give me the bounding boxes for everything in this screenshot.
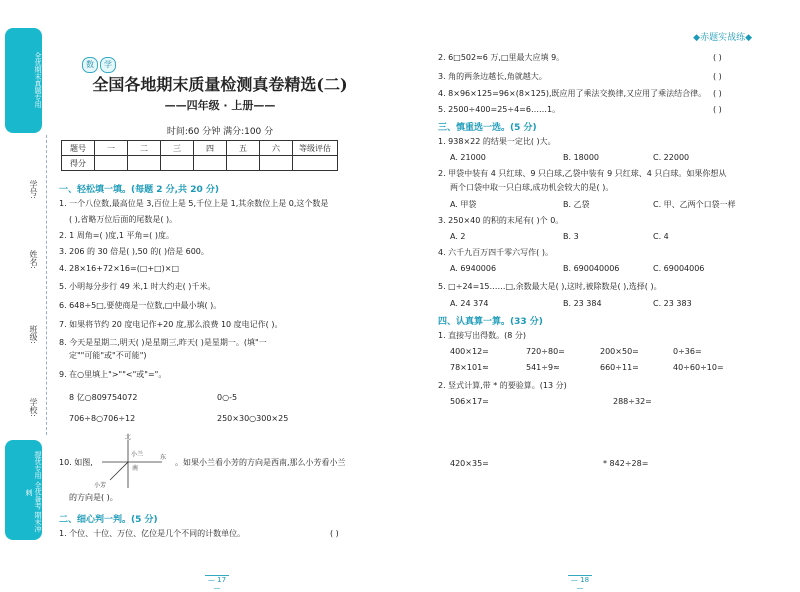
judge-answer[interactable]: ( ) xyxy=(713,72,722,81)
compass-diagram xyxy=(88,432,168,492)
table-header: 二 xyxy=(128,141,161,156)
score-cell[interactable] xyxy=(161,156,194,171)
question: 。如果小兰看小芳的方向是西南,那么小芳看小兰 xyxy=(175,458,346,467)
choice-option[interactable]: C. 69004006 xyxy=(653,264,705,273)
question: 7. 如果将节约 20 度电记作+20 度,那么浪费 10 度电记作( )。 xyxy=(59,320,283,329)
choice-option[interactable]: A. 甲袋 xyxy=(450,200,477,209)
table-header: 一 xyxy=(95,141,128,156)
field-number-label: 学号: xyxy=(29,180,38,199)
vertical-calc-title: 2. 竖式计算,带 * 的要验算。(13 分) xyxy=(438,381,567,390)
vertical-calc-item: 506×17= xyxy=(450,397,489,406)
choice-option[interactable]: C. 23 383 xyxy=(653,299,692,308)
badge-char-1: 数 xyxy=(82,57,98,73)
north-label: 北 xyxy=(125,434,132,441)
sidebar-top-label: 全优期末真题专用 xyxy=(34,52,42,108)
judge-answer[interactable]: ( ) xyxy=(713,89,722,98)
question: 1. 一个八位数,最高位是 3,百位上是 5,千位上是 1,其余数位上是 0,这个数是 xyxy=(59,199,329,208)
choice-option[interactable]: B. 690040006 xyxy=(563,264,620,273)
compare-item: 0○-5 xyxy=(217,393,238,402)
judge-question: 4. 8×96×125=96×(8×125),既应用了乘法交换律,又应用了乘法结合律。 xyxy=(438,89,707,98)
score-cell[interactable] xyxy=(260,156,293,171)
time-info: 时间:60 分钟 满分:100 分 xyxy=(166,127,274,137)
table-header: 等级评估 xyxy=(293,141,338,156)
section-1-title: 一、轻松填一填。(每题 2 分,共 20 分) xyxy=(59,185,219,195)
question: 的方向是( )。 xyxy=(69,493,118,502)
person-lan-label: 小兰 xyxy=(131,451,144,458)
compare-item: 706÷8○706÷12 xyxy=(69,414,136,423)
choice-question: 5. □÷24=15……□,余数最大是( ),这时,被除数是( ),选择( )。 xyxy=(438,282,662,291)
question: 9. 在○里填上">""<"或"="。 xyxy=(59,370,167,379)
vertical-calc-item: 420×35= xyxy=(450,459,489,468)
judge-question: 5. 2500÷400=25÷4=6……1。 xyxy=(438,105,561,114)
calc-item: 78×101≈ xyxy=(450,363,489,372)
calc-item: 660÷11= xyxy=(600,363,639,372)
judge-question: 1. 个位、十位、万位、亿位是几个不同的计数单位。 xyxy=(59,529,246,538)
choice-option[interactable]: A. 24 374 xyxy=(450,299,489,308)
calc-item: 40÷60÷10= xyxy=(673,363,724,372)
page-number: — 18 — xyxy=(568,575,592,586)
page-number: — 17 — xyxy=(205,575,229,586)
right-page xyxy=(438,0,758,592)
calc-title: 1. 直接写出得数。(8 分) xyxy=(438,331,527,340)
choice-question: 3. 250×40 的积的末尾有( )个 0。 xyxy=(438,216,564,225)
score-cell[interactable] xyxy=(95,156,128,171)
field-school-label: 学校: xyxy=(29,398,38,417)
question: 2. 1 周角=( )度,1 平角=( )度。 xyxy=(59,231,174,240)
table-header: 三 xyxy=(161,141,194,156)
judge-answer[interactable]: ( ) xyxy=(713,53,722,62)
choice-question: 4. 六千九百万四千零六写作( )。 xyxy=(438,248,553,257)
choice-option[interactable]: B. 23 384 xyxy=(563,299,602,308)
section-2-title: 二、细心判一判。(5 分) xyxy=(59,515,158,525)
choice-option[interactable]: A. 6940006 xyxy=(450,264,497,273)
compare-item: 250×30○300×25 xyxy=(217,414,289,423)
section-3-title: 三、慎重选一选。(5 分) xyxy=(438,123,537,133)
sidebar-top xyxy=(5,28,42,133)
score-cell[interactable] xyxy=(293,156,338,171)
choice-option[interactable]: C. 4 xyxy=(653,232,669,241)
judge-answer[interactable]: ( ) xyxy=(330,529,339,538)
score-table xyxy=(61,140,338,171)
choice-question: 两个口袋中取一只白球,成功机会较大的是( )。 xyxy=(450,183,614,192)
binding-line xyxy=(46,135,47,435)
calc-item: 720÷80= xyxy=(526,347,565,356)
person-fang-label: 小芳 xyxy=(94,482,107,489)
choice-question: 1. 938×22 的结果一定比( )大。 xyxy=(438,137,556,146)
series-tag: ◆赤题实战练◆ xyxy=(693,33,752,43)
table-row-label: 得分 xyxy=(62,156,95,171)
judge-question: 3. 角的两条边越长,角就越大。 xyxy=(438,72,547,81)
table-header: 四 xyxy=(194,141,227,156)
vertical-calc-item: * 842÷28= xyxy=(603,459,649,468)
choice-option[interactable]: B. 18000 xyxy=(563,153,600,162)
field-name-label: 姓名: xyxy=(29,250,38,269)
question: 5. 小明每分步行 49 米,1 时大约走( )千米。 xyxy=(59,282,216,291)
question: 定""可能"或"不可能") xyxy=(69,351,147,360)
table-header: 五 xyxy=(227,141,260,156)
score-cell[interactable] xyxy=(128,156,161,171)
field-class-label: 班级: xyxy=(29,325,38,344)
judge-answer[interactable]: ( ) xyxy=(713,105,722,114)
calc-item: 541÷9≈ xyxy=(526,363,560,372)
score-cell[interactable] xyxy=(194,156,227,171)
badge-char-2: 学 xyxy=(100,57,116,73)
choice-option[interactable]: A. 21000 xyxy=(450,153,486,162)
calc-item: 200×50= xyxy=(600,347,639,356)
choice-option[interactable]: A. 2 xyxy=(450,232,466,241)
sidebar-bottom-label: 提优专用 全优备考 期末冲刺 xyxy=(25,451,42,533)
question: ( ),省略万位后面的尾数是( )。 xyxy=(69,215,178,224)
calc-item: 400×12= xyxy=(450,347,489,356)
section-4-title: 四、认真算一算。(33 分) xyxy=(438,317,543,327)
east-label: 东 xyxy=(160,454,167,461)
question: 10. 如图, xyxy=(59,458,93,467)
sidebar-bottom xyxy=(5,440,42,540)
question: 8. 今天是星期二,明天( )是星期三,昨天( )是星期一。(填"一 xyxy=(59,338,267,347)
calc-item: 0÷36= xyxy=(673,347,702,356)
choice-option[interactable]: B. 3 xyxy=(563,232,579,241)
left-page xyxy=(55,0,380,592)
south-label: 南 xyxy=(132,465,139,472)
question: 4. 28×16+72×16=(□+□)×□ xyxy=(59,264,180,273)
question: 3. 206 的 30 倍是( ),50 的( )倍是 600。 xyxy=(59,247,209,256)
judge-question: 2. 6□502≈6 万,□里最大应填 9。 xyxy=(438,53,565,62)
subject-badge xyxy=(82,52,118,73)
choice-option[interactable]: C. 甲、乙两个口袋一样 xyxy=(653,200,736,209)
score-cell[interactable] xyxy=(227,156,260,171)
vertical-calc-item: 288÷32= xyxy=(613,397,652,406)
choice-question: 2. 甲袋中装有 4 只红球、9 只白球,乙袋中装有 9 只红球、4 只白球。如果你想从 xyxy=(438,169,727,178)
choice-option[interactable]: B. 乙袋 xyxy=(563,200,590,209)
table-header: 题号 xyxy=(62,141,95,156)
compare-item: 8 亿○809754072 xyxy=(69,393,138,402)
page-title: 全国各地期末质量检测真卷精选(二) xyxy=(92,75,348,94)
grade-label: ——四年级 · 上册—— xyxy=(164,99,276,112)
choice-option[interactable]: C. 22000 xyxy=(653,153,690,162)
question: 6. 648÷5□,要使商是一位数,□中最小填( )。 xyxy=(59,301,222,310)
table-header: 六 xyxy=(260,141,293,156)
